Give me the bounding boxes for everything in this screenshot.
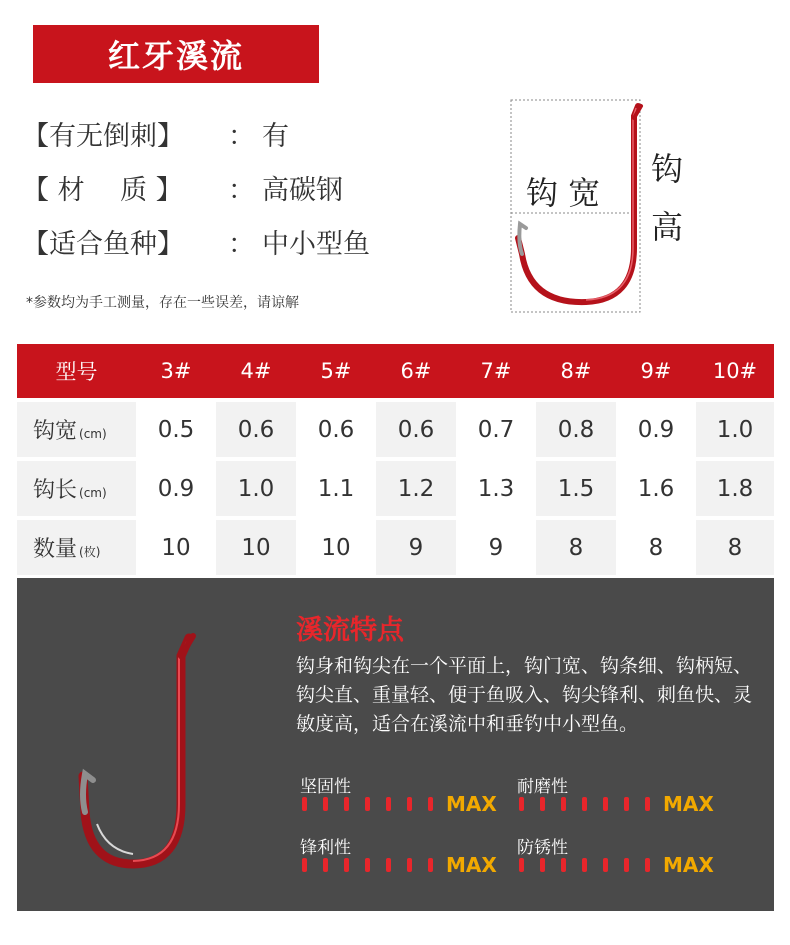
table-cell: 1.3: [456, 457, 536, 516]
table-cell: 1.5: [536, 457, 616, 516]
hook-photo-icon: [67, 628, 217, 878]
rating-label: 坚固性: [300, 777, 351, 797]
feature-description: 钩身和钩尖在一个平面上，钩门宽、钩条细、钩柄短、钩尖直、重量轻、便于鱼吸入、钩尖锋利、刺鱼快、灵敏度高，适合在溪流中和垂钓中小型鱼。: [296, 655, 753, 735]
rating-bar-icon: [344, 858, 349, 872]
table-cell: 10: [296, 516, 376, 575]
rating-bar-icon: [645, 797, 650, 811]
rating-bar-icon: [582, 797, 587, 811]
rating-bar-icon: [624, 858, 629, 872]
rating-bar-icon: [302, 797, 307, 811]
spec-key: 【有无倒刺】: [22, 121, 184, 152]
table-cell: 0.6: [376, 398, 456, 457]
hook-width-label: 钩 宽: [526, 174, 601, 212]
table-header: 10#: [696, 344, 774, 398]
rating-bar-icon: [344, 797, 349, 811]
table-cell: 10: [216, 516, 296, 575]
table-header: 型号: [17, 344, 136, 398]
rating-bar-icon: [561, 858, 566, 872]
rating-label: 防锈性: [517, 838, 568, 858]
rating-bar-icon: [519, 797, 524, 811]
table-cell: 10: [136, 516, 216, 575]
row-unit: (cm): [79, 486, 107, 500]
table-cell: 9: [376, 516, 456, 575]
rating-bar-icon: [519, 858, 524, 872]
table-header: 5#: [296, 344, 376, 398]
table-cell: 0.6: [296, 398, 376, 457]
spec-colon: ：: [228, 175, 255, 206]
table-row: [17, 516, 774, 575]
row-unit: (cm): [79, 427, 107, 441]
table-cell: 1.6: [616, 457, 696, 516]
rating-bar-icon: [407, 858, 412, 872]
rating-bar-icon: [603, 858, 608, 872]
rating-bars: [302, 794, 497, 814]
rating-sharpness: [300, 833, 510, 883]
rating-bars: [519, 855, 714, 875]
rating-strength: [300, 772, 510, 822]
row-label: [17, 516, 136, 575]
spec-key: 【 材 质 】: [22, 175, 183, 206]
title-banner: [33, 25, 319, 83]
rating-bar-icon: [365, 797, 370, 811]
spec-value: 高碳钢: [262, 175, 343, 206]
table-cell: 8: [536, 516, 616, 575]
table-cell: 1.2: [376, 457, 456, 516]
rating-bar-icon: [561, 797, 566, 811]
hook-height-label-2: 高: [651, 208, 684, 246]
rating-bar-icon: [603, 797, 608, 811]
spec-key: 【适合鱼种】: [22, 229, 184, 260]
row-label: [17, 398, 136, 457]
rating-bar-icon: [323, 797, 328, 811]
spec-colon: ：: [228, 229, 255, 260]
feature-panel: [17, 578, 774, 911]
rating-bars: [519, 794, 714, 814]
table-cell: 0.9: [616, 398, 696, 457]
row-label: [17, 457, 136, 516]
table-cell: 0.7: [456, 398, 536, 457]
table-cell: 0.9: [136, 457, 216, 516]
rating-bars: [302, 855, 497, 875]
rating-bar-icon: [428, 797, 433, 811]
table-header: 3#: [136, 344, 216, 398]
rating-bar-icon: [365, 858, 370, 872]
rating-bar-icon: [323, 858, 328, 872]
table-cell: 1.8: [696, 457, 774, 516]
rating-rust-resistance: [517, 833, 727, 883]
table-header: 9#: [616, 344, 696, 398]
rating-bar-icon: [302, 858, 307, 872]
spec-table: [17, 344, 774, 575]
page-title: 红牙溪流: [107, 37, 244, 75]
table-cell: 0.8: [536, 398, 616, 457]
table-header: 7#: [456, 344, 536, 398]
table-cell: 9: [456, 516, 536, 575]
row-label-text: 数量: [33, 537, 78, 562]
row-label-text: 钩长: [33, 478, 78, 503]
table-cell: 1.0: [696, 398, 774, 457]
row-label-text: 钩宽: [33, 419, 78, 444]
rating-bar-icon: [386, 858, 391, 872]
hook-height-label-1: 钩: [651, 150, 684, 188]
row-unit: (枚): [79, 545, 101, 559]
rating-max: MAX: [446, 853, 497, 877]
spec-colon: ：: [228, 121, 255, 152]
feature-title: 溪流特点: [296, 615, 404, 646]
table-row: [17, 457, 774, 516]
rating-label: 耐磨性: [517, 777, 568, 797]
table-cell: 8: [616, 516, 696, 575]
measurement-note: *参数均为手工测量，存在一些误差，请谅解: [26, 295, 299, 311]
rating-wear-resistance: [517, 772, 727, 822]
rating-label: 锋利性: [300, 838, 351, 858]
rating-bar-icon: [428, 858, 433, 872]
rating-max: MAX: [663, 792, 714, 816]
rating-bar-icon: [540, 797, 545, 811]
rating-bar-icon: [582, 858, 587, 872]
table-cell: 0.5: [136, 398, 216, 457]
rating-bar-icon: [645, 858, 650, 872]
table-cell: 8: [696, 516, 774, 575]
spec-value: 有: [262, 121, 289, 152]
rating-bar-icon: [386, 797, 391, 811]
rating-max: MAX: [446, 792, 497, 816]
table-header: 6#: [376, 344, 456, 398]
table-header: 4#: [216, 344, 296, 398]
table-header: 8#: [536, 344, 616, 398]
rating-bar-icon: [407, 797, 412, 811]
rating-max: MAX: [663, 853, 714, 877]
rating-bar-icon: [624, 797, 629, 811]
table-cell: 1.0: [216, 457, 296, 516]
hook-diagram: [510, 98, 690, 316]
table-row: [17, 398, 774, 457]
table-cell: 0.6: [216, 398, 296, 457]
table-header-row: [17, 344, 774, 398]
table-cell: 1.1: [296, 457, 376, 516]
rating-bar-icon: [540, 858, 545, 872]
spec-value: 中小型鱼: [262, 229, 370, 260]
